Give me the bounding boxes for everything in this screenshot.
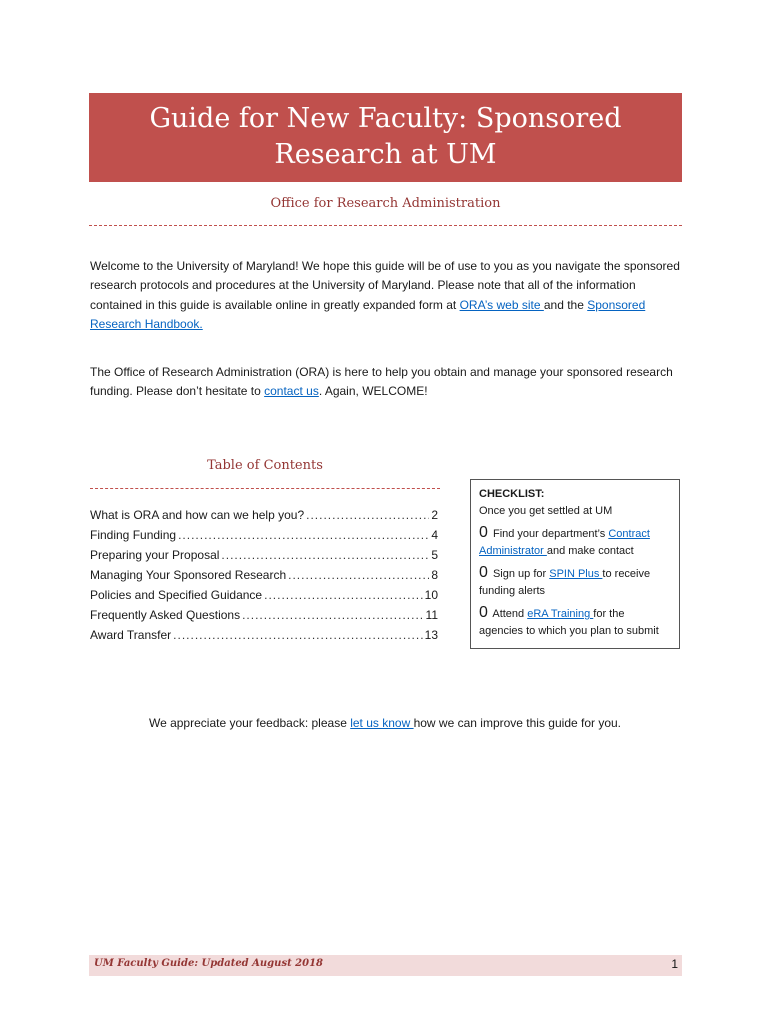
welcome-text: . Again, WELCOME!: [318, 384, 428, 399]
toc-entry-page: 11: [425, 608, 438, 622]
toc-entry-page: 5: [431, 548, 438, 562]
toc-leader-dots: [221, 545, 429, 565]
office-subtitle: Office for Research Administration: [270, 196, 501, 211]
checkbox[interactable]: 0: [479, 564, 488, 581]
footer-title: UM Faculty Guide: Updated August 2018: [94, 958, 324, 969]
checklist-item: [479, 604, 671, 640]
toc-leader-dots: [242, 605, 423, 625]
toc-entry-page: 13: [424, 628, 438, 642]
subtitle-divider: [89, 225, 682, 226]
toc-leader-dots: [264, 585, 423, 605]
page-number: 1: [671, 957, 678, 971]
toc-entry[interactable]: [90, 565, 438, 585]
era-training-link[interactable]: eRA Training: [527, 608, 594, 620]
toc-entry[interactable]: [90, 525, 438, 545]
ora-website-link[interactable]: ORA’s web site: [459, 297, 544, 312]
toc-entry-page: 8: [431, 568, 438, 582]
checklist-subtitle: Once you get settled at UM: [479, 505, 613, 517]
page-footer: [89, 955, 682, 976]
intro-paragraph-1: [90, 257, 680, 335]
toc-heading: Table of Contents: [207, 458, 323, 473]
spin-plus-link[interactable]: SPIN Plus: [549, 568, 603, 580]
checklist-item: [479, 524, 671, 560]
toc-entry-page: 2: [431, 508, 438, 522]
toc-entry-title: What is ORA and how can we help you?: [90, 508, 305, 522]
let-us-know-link[interactable]: let us know: [350, 716, 414, 730]
toc-entry-title: Managing Your Sponsored Research: [90, 568, 287, 582]
toc-entry-page: 4: [431, 528, 438, 542]
checklist-item-text: to receive funding alerts: [479, 568, 651, 597]
checklist-title: CHECKLIST:: [479, 488, 545, 500]
toc-entry-title: Frequently Asked Questions: [90, 608, 241, 622]
checklist-item-text: and make contact: [546, 545, 634, 557]
toc-entry-page: 10: [424, 588, 438, 602]
contract-administrator-link[interactable]: Contract Administrator: [479, 528, 650, 557]
contact-us-link[interactable]: contact us: [264, 384, 319, 399]
checkbox[interactable]: 0: [479, 524, 488, 541]
intro-text-and: and the: [543, 297, 588, 312]
toc-entry-title: Preparing your Proposal: [90, 548, 220, 562]
title-banner: [89, 93, 682, 182]
toc-leader-dots: [178, 525, 429, 545]
toc-entry-title: Award Transfer: [90, 628, 172, 642]
document-title: Guide for New Faculty: Sponsored Research at UM: [149, 103, 622, 170]
checklist-item: [479, 564, 671, 600]
toc-entry[interactable]: [90, 605, 438, 625]
toc-leader-dots: [288, 565, 429, 585]
toc-leader-dots: [306, 505, 429, 525]
checklist-item-text: for the agencies to which you plan to submit: [479, 608, 659, 637]
checklist-item-text: Sign up for: [492, 568, 550, 580]
toc-leader-dots: [173, 625, 422, 645]
toc-entry[interactable]: [90, 625, 438, 645]
intro-text: Welcome to the University of Maryland! We hope this guide will be of use to you as you navigate the sponsored research protocols and procedures at the University of Maryland. Please note that all of the information contained in this guide is available online in greatly expanded form at: [90, 259, 680, 312]
intro-paragraph-2: [90, 363, 680, 402]
feedback-text: We appreciate your feedback: please: [148, 716, 351, 730]
table-of-contents: [90, 505, 438, 645]
checklist-box: [470, 479, 680, 649]
checkbox[interactable]: 0: [479, 604, 488, 621]
feedback-line: [90, 716, 680, 730]
sponsored-research-handbook-link[interactable]: Sponsored Research Handbook.: [90, 297, 646, 332]
toc-entry-title: Finding Funding: [90, 528, 177, 542]
checklist-item-text: Attend: [492, 608, 528, 620]
toc-entry[interactable]: [90, 585, 438, 605]
checklist-item-text: Find your department’s: [492, 528, 609, 540]
toc-entry[interactable]: [90, 505, 438, 525]
ora-help-text: The Office of Research Administration (ORA) is here to help you obtain and manage your sponsored research funding. Please don’t hesitate to: [90, 365, 673, 399]
toc-divider: [90, 488, 440, 489]
toc-entry-title: Policies and Specified Guidance: [90, 588, 263, 602]
toc-entry[interactable]: [90, 545, 438, 565]
feedback-text-end: how we can improve this guide for you.: [413, 716, 622, 730]
